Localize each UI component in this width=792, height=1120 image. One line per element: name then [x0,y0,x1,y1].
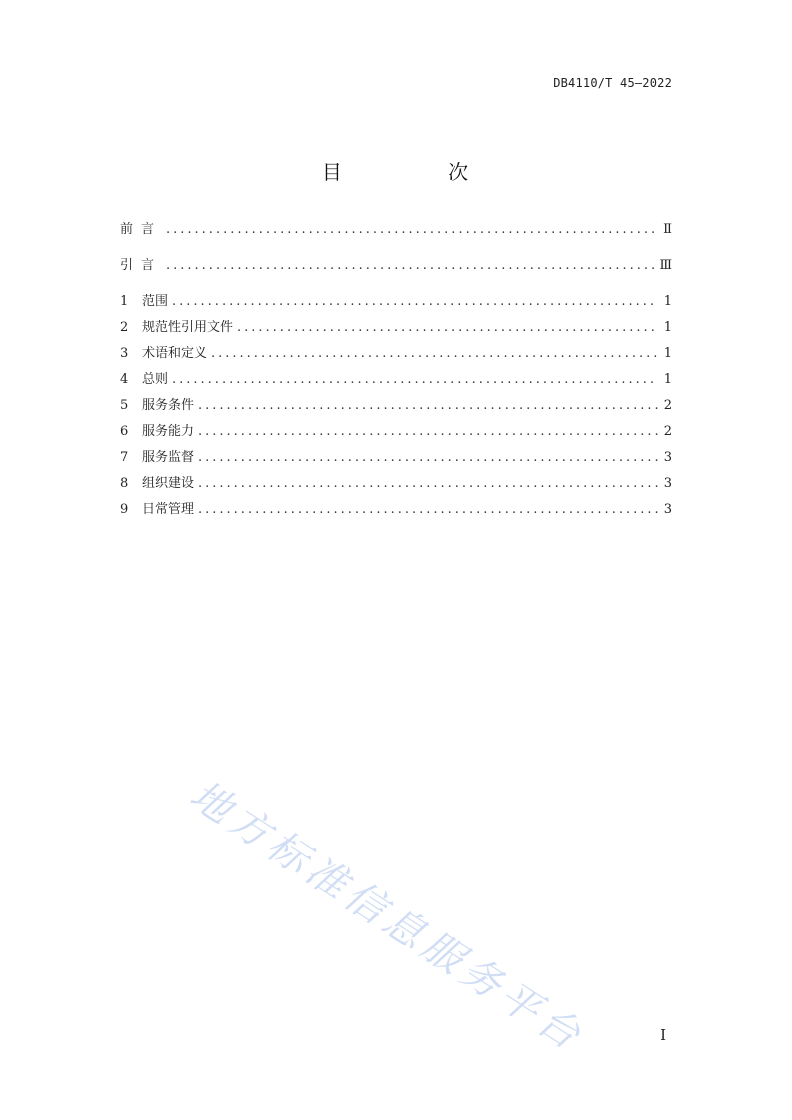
toc-entry-service-capability[interactable] [120,422,672,448]
toc-entry-page: 2 [663,398,672,413]
toc-entry-label: 服务条件 [142,398,195,413]
toc-entry-label: 规范性引用文件 [142,320,234,335]
toc-leader-dots [172,370,658,390]
toc-leader-dots [166,220,658,240]
toc-entry-number: 5 [120,398,129,413]
toc-leader-dots [211,344,658,364]
title-char-1: 目 [321,160,344,184]
toc-entry-page: Ⅱ [663,222,672,237]
toc-entry-number: 1 [120,294,129,309]
toc-entry-label: 总则 [142,372,169,387]
toc-entry-number: 2 [120,320,129,335]
toc-entry-page: 3 [663,502,672,517]
toc-entry-service-supervision[interactable] [120,448,672,474]
toc-entry-number: 9 [120,502,129,517]
toc-leader-dots [198,500,658,520]
toc-entry-label: 日常管理 [142,502,195,517]
page-number: I [660,1026,666,1044]
page-title [0,156,792,185]
toc-entry-page: 1 [663,346,672,361]
toc-entry-number: 6 [120,424,129,439]
toc-entry-number: 4 [120,372,129,387]
toc-entry-label: 组织建设 [142,476,195,491]
toc-entry-introduction[interactable] [120,256,672,282]
toc-entry-page: 1 [663,320,672,335]
toc-entry-organization[interactable] [120,474,672,500]
toc-entry-general[interactable] [120,370,672,396]
toc-entry-page: 3 [663,450,672,465]
toc-entry-label: 引言 [120,258,163,273]
toc-entry-page: 3 [663,476,672,491]
watermark: 地方标准信息服务平台 [181,772,593,1062]
toc-entry-scope[interactable] [120,292,672,318]
toc-leader-dots [237,318,658,338]
toc-leader-dots [172,292,658,312]
toc-entry-label: 服务能力 [142,424,195,439]
title-char-2: 次 [448,160,471,184]
toc-entry-page: Ⅲ [659,258,672,273]
toc-entry-page: 1 [663,372,672,387]
toc-entry-page: 2 [663,424,672,439]
toc-entry-daily-management[interactable] [120,500,672,526]
toc-entry-label: 服务监督 [142,450,195,465]
toc-entry-label: 术语和定义 [142,346,208,361]
toc-entry-label: 范围 [142,294,169,309]
toc-leader-dots [166,256,655,276]
toc-leader-dots [198,474,658,494]
toc-leader-dots [198,396,658,416]
table-of-contents [120,220,672,526]
toc-entry-number: 8 [120,476,129,491]
toc-leader-dots [198,448,658,468]
toc-entry-normative-references[interactable] [120,318,672,344]
toc-entry-foreword[interactable] [120,220,672,246]
toc-entry-number: 3 [120,346,129,361]
toc-entry-label: 前言 [120,222,163,237]
toc-entry-service-conditions[interactable] [120,396,672,422]
toc-entry-page: 1 [663,294,672,309]
toc-entry-number: 7 [120,450,129,465]
toc-leader-dots [198,422,658,442]
document-code: DB4110/T 45—2022 [553,76,672,90]
toc-entry-terms-definitions[interactable] [120,344,672,370]
